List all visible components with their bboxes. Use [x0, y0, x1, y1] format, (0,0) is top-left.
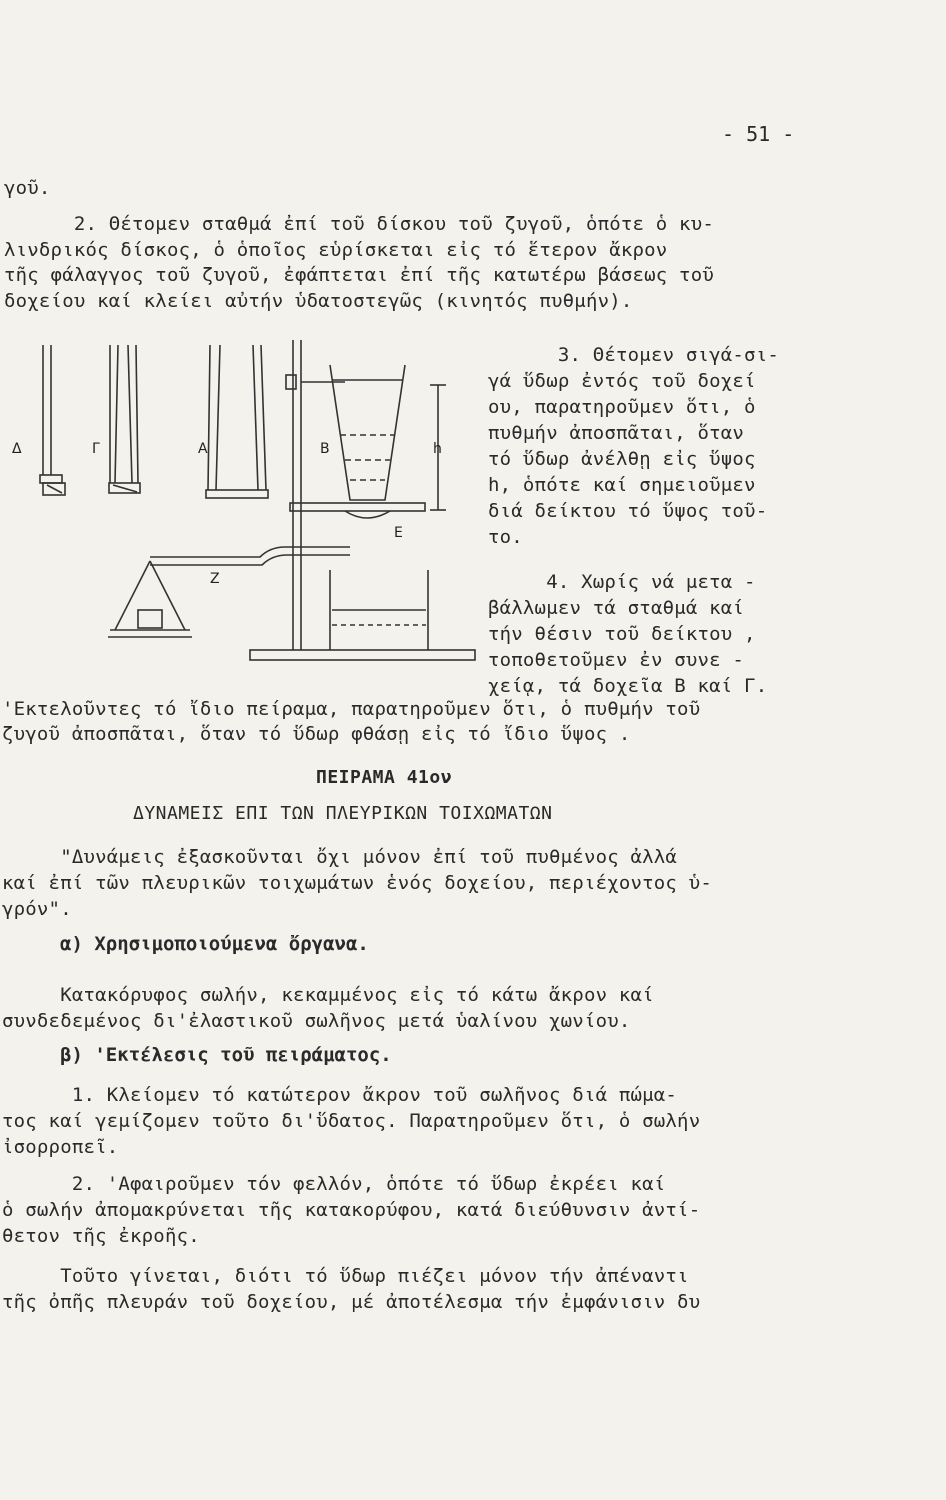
text-line: βάλλωμεν τά σταθμά καί	[488, 597, 745, 619]
figure-label: Δ	[12, 441, 22, 457]
subheading-materials: α) Χρησιμοποιούμενα ὄργανα.	[60, 933, 369, 955]
text-line: ὁ σωλήν ἀπομακρύνεται τῆς κατακορύφου, κατά διεύθυνσιν ἀντί-	[2, 1199, 701, 1221]
text-line: δοχείου καί κλείει αὐτήν ὑδατοστεγῶς (κινητός πυθμήν).	[4, 290, 633, 312]
text-line: "Δυνάμεις ἐξασκοῦνται ὄχι μόνον ἐπί τοῦ πυθμένος ἀλλά	[2, 846, 678, 868]
figure-label: Ζ	[210, 571, 220, 587]
text-line: 2. Θέτομεν σταθμά ἐπί τοῦ δίσκου τοῦ ζυγοῦ, ὁπότε ὁ κυ-	[4, 213, 714, 235]
text-line: τήν θέσιν τοῦ δείκτου ,	[488, 623, 756, 645]
text-line: ἰσορροπεῖ.	[2, 1136, 119, 1158]
text-line: τοποθετοῦμεν ἐν συνε -	[488, 649, 745, 671]
text-line: γοῦ.	[4, 177, 51, 199]
section-title: ΔΥΝΑΜΕΙΣ ΕΠΙ ΤΩΝ ΠΛΕΥΡΙΚΩΝ ΤΟΙΧΩΜΑΤΩΝ	[133, 803, 553, 824]
text-line: διά δείκτου τό ὕψος τοῦ-	[488, 500, 768, 522]
text-line: θετον τῆς ἐκροῆς.	[2, 1225, 200, 1247]
subheading-procedure: β) 'Εκτέλεσις τοῦ πειράματος.	[60, 1044, 392, 1066]
text-line: καί ἐπί τῶν πλευρικῶν τοιχωμάτων ἑνός δοχείου, περιέχοντος ὑ-	[2, 872, 712, 894]
text-line: πυθμήν ἀποσπᾶται, ὅταν	[488, 422, 745, 444]
text-line: ου, παρατηροῦμεν ὅτι, ὁ	[488, 396, 756, 418]
experiment-title: ΠΕΙΡΑΜΑ 41ον	[316, 767, 453, 788]
figure-label: Γ	[92, 441, 100, 457]
figure-label: Β	[320, 441, 330, 457]
text-line: το.	[488, 526, 523, 548]
text-line: Κατακόρυφος σωλήν, κεκαμμένος εἰς τό κάτω ἄκρον καί	[2, 984, 654, 1006]
text-line: h, ὁπότε καί σημειοῦμεν	[488, 474, 756, 496]
text-line: τῆς ὀπῆς πλευράν τοῦ δοχείου, μέ ἀποτέλεσμα τήν ἐμφάνισιν δυ	[2, 1291, 701, 1313]
text-line: ζυγοῦ ἀποσπᾶται, ὅταν τό ὕδωρ φθάσῃ εἰς τό ἴδιο ὕψος .	[2, 723, 631, 745]
text-line: 4. Χωρίς νά μετα -	[488, 571, 756, 593]
figure-label: Ε	[394, 525, 403, 541]
text-line: συνδεδεμένος δι'ἐλαστικοῦ σωλῆνος μετά ὑαλίνου χωνίου.	[2, 1010, 631, 1032]
text-line: τῆς φάλαγγος τοῦ ζυγοῦ, ἐφάπτεται ἐπί τῆς κατωτέρω βάσεως τοῦ	[4, 264, 714, 286]
text-line: 3. Θέτομεν σιγά-σι-	[488, 344, 779, 366]
page-number: - 51 -	[722, 122, 795, 146]
apparatus-figure	[10, 325, 490, 670]
text-line: γά ὕδωρ ἐντός τοῦ δοχεί	[488, 370, 756, 392]
text-line: 1. Κλείομεν τό κατώτερον ἄκρον τοῦ σωλῆνος διά πώμα-	[2, 1084, 678, 1106]
text-line: τος καί γεμίζομεν τοῦτο δι'ὕδατος. Παρατηροῦμεν ὅτι, ὁ σωλήν	[2, 1110, 701, 1132]
figure-label: Α	[198, 441, 208, 457]
text-line: χείᾳ, τά δοχεῖα Β καί Γ.	[488, 675, 768, 697]
text-line: 2. 'Αφαιροῦμεν τόν φελλόν, ὁπότε τό ὕδωρ ἐκρέει καί	[2, 1173, 666, 1195]
figure-label: h	[433, 441, 442, 457]
text-line: λινδρικός δίσκος, ὁ ὁποῖος εὑρίσκεται εἰς τό ἕτερον ἄκρον	[4, 239, 668, 261]
text-line: 'Εκτελοῦντες τό ἴδιο πείραμα, παρατηροῦμεν ὅτι, ὁ πυθμήν τοῦ	[2, 698, 701, 720]
text-line: γρόν".	[2, 898, 72, 920]
text-line: τό ὕδωρ ἀνέλθῃ εἰς ὕψος	[488, 448, 756, 470]
text-line: Τοῦτο γίνεται, διότι τό ὕδωρ πιέζει μόνον τήν ἀπέναντι	[2, 1265, 689, 1287]
